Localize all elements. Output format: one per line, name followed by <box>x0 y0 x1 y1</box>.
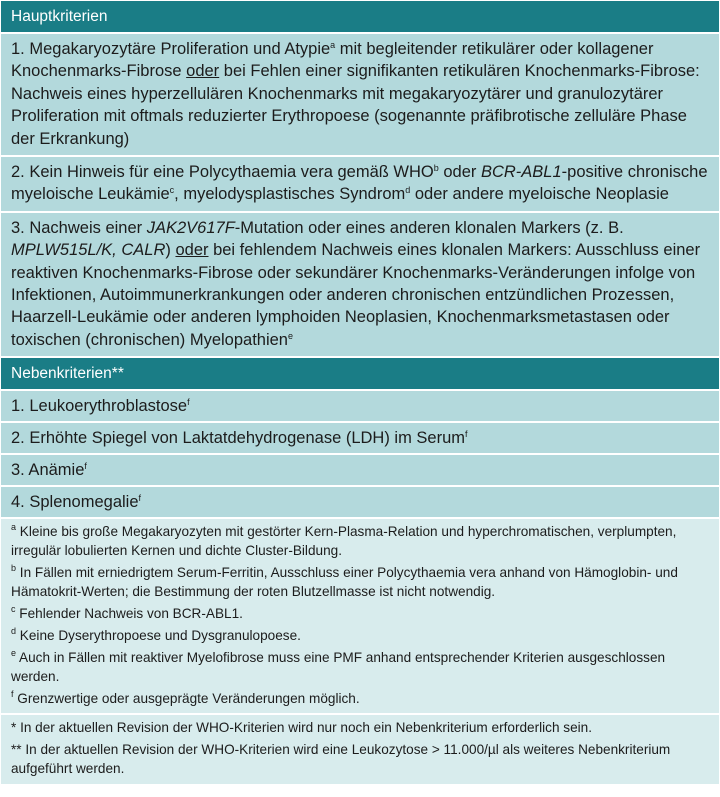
footnote-text: Grenzwertige oder ausgeprägte Veränderungen möglich. <box>13 691 360 707</box>
gene-name: MPLW515L/K, CALR <box>11 241 166 260</box>
minor-criterion-3 <box>1 455 719 485</box>
footnote-mark: e <box>11 648 17 659</box>
footnote-ref: b <box>433 163 439 174</box>
criterion-text: mit begleitender retikulärer oder kollagener Knochenmarks-Fibrose <box>11 40 654 81</box>
gene-name: BCR-ABL1 <box>480 163 562 182</box>
footnote-ref: f <box>84 461 87 472</box>
footnotes <box>1 519 719 713</box>
criterion-text: bei Fehlen einer signifikanten retikulären Knochenmarks-Fibrose: Nachweis eines hyperzellulären Knochenmarks mit megakaryozytärer und granulozytärer Proliferation mit oftmals reduzierter Erythropoese (sogenannte präfibrotische zelluläre Phase der Erkrankung) <box>11 62 700 148</box>
footnote-c <box>11 604 709 623</box>
main-criteria-header: Hauptkriterien <box>1 1 719 32</box>
criterion-text: 3. Anämie <box>11 461 85 480</box>
footnote-ref: f <box>187 397 190 408</box>
criterion-text: 1. Megakaryozytäre Proliferation und Atypie <box>11 40 331 58</box>
underlined-oder: oder <box>186 62 220 81</box>
footnote-mark: b <box>11 563 17 574</box>
criterion-text: -Mutation oder eines anderen klonalen Markers (z. B. <box>234 218 624 237</box>
footnote-text: Kleine bis große Megakaryozyten mit gestörter Kern-Plasma-Relation und hyperchromatischen, verplumpten, irregulär lobulierten Kernen und dichte Cluster-Bildung. <box>11 524 677 559</box>
footnote-ref: c <box>169 185 175 196</box>
footnote-text: In Fällen mit erniedrigtem Serum-Ferritin, Ausschluss einer Polycythaemia vera anhand von Hämoglobin- und Hämatokrit-Werten; die Bestimmung der roten Blutzellmasse ist nicht notwendig. <box>11 565 678 600</box>
main-criterion-3 <box>1 213 719 356</box>
star-notes <box>1 715 719 784</box>
footnote-mark: d <box>11 626 17 637</box>
star-note-2: ** In der aktuellen Revision der WHO-Kriterien wird eine Leukozytose > 11.000/µl als weiteres Nebenkriterium aufgeführt werden. <box>11 742 671 777</box>
footnote-text: Keine Dyserythropoese und Dysgranulopoese. <box>16 628 301 644</box>
footnote-text: Fehlender Nachweis von BCR-ABL1. <box>15 606 243 622</box>
footnote-mark: c <box>11 604 16 615</box>
criterion-text: 2. Kein Hinweis für eine Polycythaemia vera gemäß WHO <box>11 163 434 182</box>
criterion-text: oder andere myeloische Neoplasie <box>410 185 669 204</box>
minor-criterion-1 <box>1 391 719 421</box>
gene-name: JAK2V617F <box>146 218 235 237</box>
main-criterion-1 <box>1 34 719 155</box>
criterion-text: ) <box>165 241 176 260</box>
footnote-ref: d <box>405 185 411 196</box>
footnote-text: Auch in Fällen mit reaktiver Myelofibrose muss eine PMF anhand entsprechender Kriterien ausgeschlossen werden. <box>11 650 666 685</box>
criterion-text: oder <box>438 163 481 182</box>
criterion-text: 3. Nachweis einer <box>11 218 147 237</box>
footnote-d <box>11 626 709 645</box>
minor-criterion-4 <box>1 487 719 517</box>
footnote-ref: f <box>465 429 468 440</box>
footnote-f <box>11 689 709 708</box>
criterion-text: 4. Splenomegalie <box>11 493 139 512</box>
footnote-ref: f <box>138 493 142 504</box>
star-note-1: * In der aktuellen Revision der WHO-Kriterien wird nur noch ein Nebenkriterium erforderlich sein. <box>11 720 593 736</box>
footnote-ref: a <box>330 40 336 50</box>
footnote-e <box>11 648 709 686</box>
footnote-a <box>11 522 709 560</box>
criterion-text: 1. Leukoerythroblastose <box>11 397 188 416</box>
criterion-text: 2. Erhöhte Spiegel von Laktatdehydrogenase (LDH) im Serum <box>11 429 465 448</box>
footnote-mark: a <box>11 522 17 533</box>
footnote-mark: f <box>11 689 14 700</box>
footnote-b <box>11 563 709 601</box>
footnote-ref: e <box>287 330 293 341</box>
minor-criteria-header: Nebenkriterien** <box>1 358 719 389</box>
criterion-text: -positive chronische myeloische Leukämie <box>11 163 708 204</box>
criterion-text: , myelodysplastisches Syndrom <box>174 185 406 204</box>
main-criterion-2 <box>1 157 719 211</box>
underlined-oder: oder <box>175 241 209 260</box>
minor-criterion-2 <box>1 423 719 453</box>
criterion-text: bei fehlendem Nachweis eines klonalen Markers: Ausschluss einer reaktiven Knochenmarks-Fibrose oder sekundärer Knochenmarks-Veränderungen infolge von Infektionen, Autoimmunerkrankungen oder anderen chronischen entzündlichen Prozessen, Haarzell-Leukämie oder anderen lymphoiden Neoplasien, Knochenmarksmetastasen oder toxischen (chronischen) Myelopathien <box>11 241 701 349</box>
